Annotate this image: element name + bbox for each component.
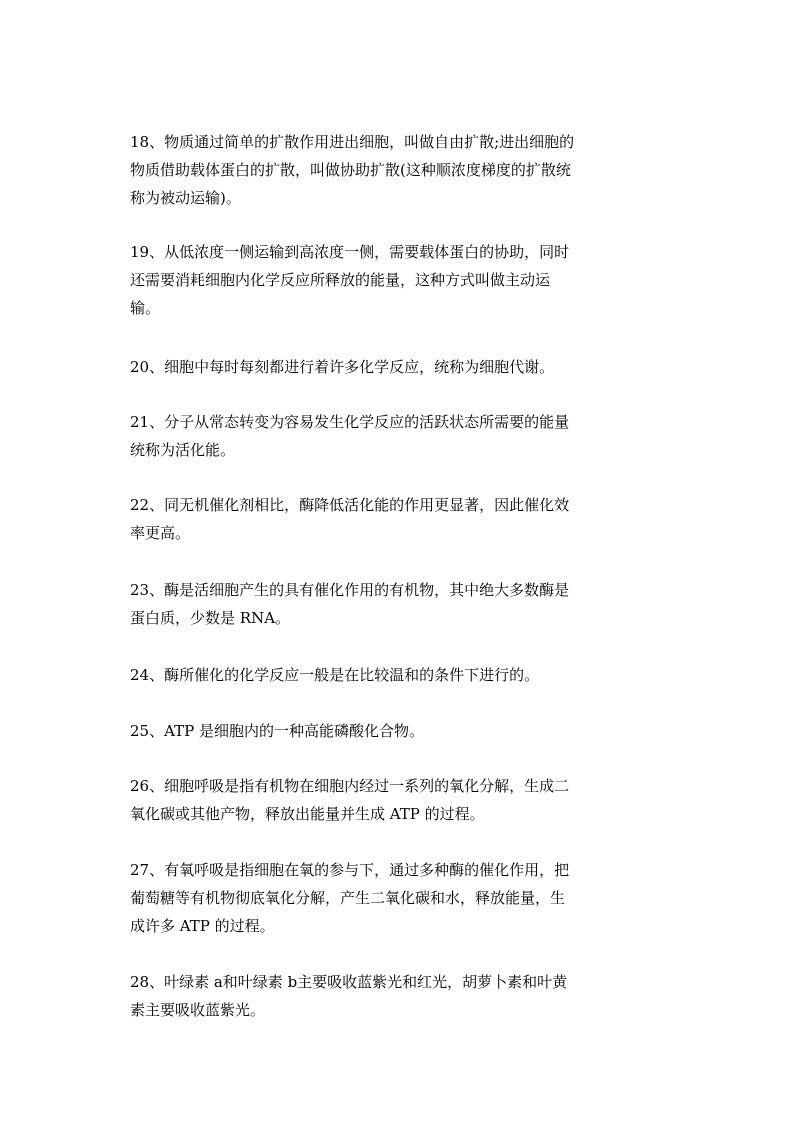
- paragraph-28: [130, 968, 665, 1024]
- text-line: 19、从低浓度一侧运输到高浓度一侧，需要载体蛋白的协助，同时: [130, 243, 570, 261]
- text-line: 物质借助载体蛋白的扩散，叫做协助扩散(这种顺浓度梯度的扩散统: [130, 161, 571, 179]
- paragraph-24: [130, 661, 665, 689]
- text-line: 22、同无机催化剂相比，酶降低活化能的作用更显著，因此催化效: [130, 496, 570, 514]
- paragraph-21: [130, 408, 665, 464]
- paragraph-19: [130, 238, 665, 322]
- text-line: 蛋白质，少数是 RNA。: [130, 609, 291, 627]
- text-line: 统称为活化能。: [130, 441, 236, 459]
- text-line: 26、细胞呼吸是指有机物在细胞内经过一系列的氧化分解，生成二: [130, 777, 570, 795]
- text-line: 20、细胞中每时每刻都进行着许多化学反应，统称为细胞代谢。: [130, 358, 555, 376]
- text-line: 输。: [130, 299, 161, 317]
- text-line: 18、物质通过简单的扩散作用进出细胞，叫做自由扩散;进出细胞的: [130, 133, 575, 151]
- text-line: 成许多 ATP 的过程。: [130, 917, 275, 935]
- text-line: 21、分子从常态转变为容易发生化学反应的活跃状态所需要的能量: [130, 413, 570, 431]
- paragraph-25: [130, 717, 665, 745]
- paragraph-26: [130, 772, 665, 828]
- text-line: 葡萄糖等有机物彻底氧化分解，产生二氧化碳和水，释放能量，生: [130, 889, 566, 907]
- text-line: 23、酶是活细胞产生的具有催化作用的有机物，其中绝大多数酶是: [130, 581, 570, 599]
- text-line: 还需要消耗细胞内化学反应所释放的能量，这种方式叫做主动运: [130, 271, 551, 289]
- text-line: 27、有氧呼吸是指细胞在氧的参与下，通过多种酶的催化作用，把: [130, 861, 570, 879]
- text-line: 称为被动运输)。: [130, 189, 241, 207]
- paragraph-22: [130, 491, 665, 547]
- text-line: 25、ATP 是细胞内的一种高能磷酸化合物。: [130, 722, 424, 740]
- text-line: 24、酶所催化的化学反应一般是在比较温和的条件下进行的。: [130, 666, 540, 684]
- paragraph-23: [130, 576, 665, 632]
- text-line: 28、叶绿素 a和叶绿素 b主要吸收蓝紫光和红光，胡萝卜素和叶黄: [130, 973, 568, 991]
- paragraph-20: [130, 353, 665, 381]
- paragraph-18: [130, 128, 665, 212]
- paragraph-27: [130, 856, 665, 940]
- text-line: 氧化碳或其他产物，释放出能量并生成 ATP 的过程。: [130, 805, 485, 823]
- text-line: 素主要吸收蓝紫光。: [130, 1001, 266, 1019]
- text-line: 率更高。: [130, 524, 191, 542]
